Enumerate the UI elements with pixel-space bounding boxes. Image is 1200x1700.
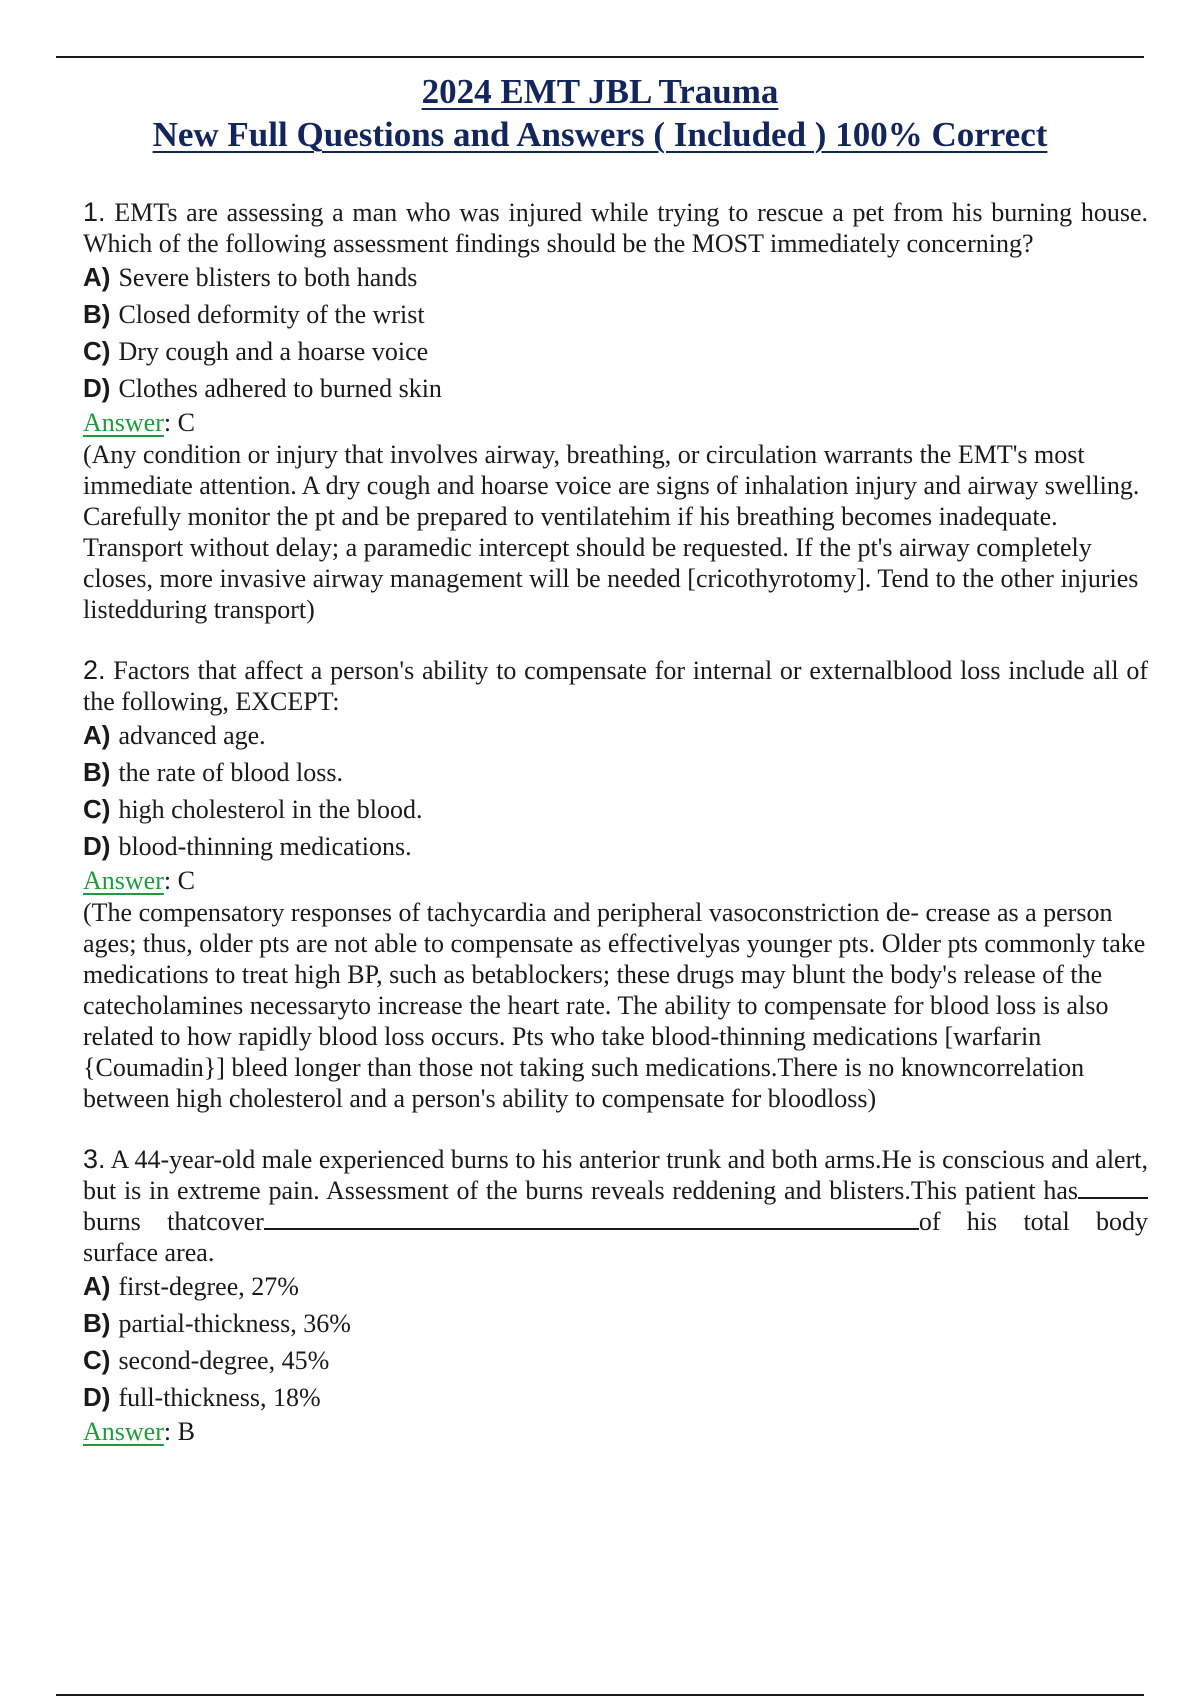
option-a <box>83 1268 1148 1305</box>
option-a <box>83 717 1148 754</box>
question-number: 2. <box>83 655 106 685</box>
question-number: 1. <box>83 197 106 227</box>
title-line-2: New Full Questions and Answers ( Included ) 100% Correct <box>152 115 1048 154</box>
explanation: (The compensatory responses of tachycardia and peripheral vasoconstriction de- crease as a person ages; thus, older pts are not able to compensate as effectivelyas younger pts. Older pts commonly take medications to treat high BP, such as betablockers; these drugs may blunt the body's release of the catecholamines necessaryto increase the heart rate. The ability to compensate for blood loss is also related to how rapidly blood loss occurs. Pts who take blood-thinning medications [warfarin {Coumadin}] bleed longer than those not taking such medications.There is no knowncorrelation between high cholesterol and a person's ability to compensate for bloodloss) <box>83 898 1146 1113</box>
option-letter: C) <box>83 336 111 366</box>
answer-label: Answer <box>83 408 164 437</box>
question-stem-part-2: burns thatcover <box>83 1207 264 1236</box>
option-text: high cholesterol in the blood. <box>118 795 423 824</box>
option-c <box>83 333 1148 370</box>
question-1-text <box>83 197 1148 259</box>
option-text: first-degree, 27% <box>118 1272 299 1301</box>
question-stem-part-1: A 44-year-old male experienced burns to his anterior trunk and both arms.He is conscious and alert, but is in extreme pain. Assessment of the burns reveals reddening and blisters.This patient has <box>83 1145 1148 1205</box>
answer-line <box>83 1416 1148 1448</box>
title-line-1: 2024 EMT JBL Trauma <box>421 72 779 111</box>
option-text: blood-thinning medications. <box>118 832 412 861</box>
option-letter: A) <box>83 262 111 292</box>
option-text: the rate of blood loss. <box>118 758 344 787</box>
option-letter: B) <box>83 299 111 329</box>
question-stem: EMTs are assessing a man who was injured while trying to rescue a pet from his burning house. Which of the following assessment findings should be the MOST immediately concerning? <box>83 198 1148 258</box>
option-letter: D) <box>83 831 111 861</box>
document-title <box>0 70 1200 156</box>
explanation: (Any condition or injury that involves airway, breathing, or circulation warrants the EMT's most immediate attention. A dry cough and hoarse voice are signs of inhalation injury and airway swelling. Carefully monitor the pt and be prepared to ventilatehim if his breathing becomes inadequate. Transport without delay; a paramedic intercept should be requested. If the pt's airway completely closes, more invasive airway management will be needed [cricothyrotomy]. Tend to the other injuries listedduring transport) <box>83 440 1140 624</box>
top-rule <box>56 56 1144 58</box>
question-1 <box>83 197 1148 625</box>
option-b <box>83 1305 1148 1342</box>
question-number: 3. <box>83 1144 106 1174</box>
question-3-text <box>83 1144 1148 1268</box>
bottom-rule <box>56 1694 1144 1696</box>
option-c <box>83 791 1148 828</box>
answer-label: Answer <box>83 866 164 895</box>
answer-line <box>83 407 1148 439</box>
answer-value: : B <box>163 1417 195 1446</box>
option-letter: A) <box>83 1271 111 1301</box>
answer-value: : C <box>163 408 195 437</box>
answer-line <box>83 865 1148 897</box>
option-text: Closed deformity of the wrist <box>118 300 425 329</box>
option-letter: C) <box>83 1345 111 1375</box>
option-b <box>83 296 1148 333</box>
question-stem: Factors that affect a person's ability to compensate for internal or externalblood loss include all of the following, EXCEPT: <box>83 656 1148 716</box>
option-a <box>83 259 1148 296</box>
answer-value: : C <box>163 866 195 895</box>
option-letter: D) <box>83 1382 111 1412</box>
option-text: Clothes adhered to burned skin <box>118 374 442 403</box>
answer-label: Answer <box>83 1417 164 1446</box>
fill-in-blank-2 <box>264 1206 919 1230</box>
option-text: Dry cough and a hoarse voice <box>118 337 429 366</box>
option-letter: C) <box>83 794 111 824</box>
option-c <box>83 1342 1148 1379</box>
fill-in-blank-1 <box>1078 1175 1148 1199</box>
option-text: partial-thickness, 36% <box>118 1309 351 1338</box>
option-letter: A) <box>83 720 111 750</box>
option-b <box>83 754 1148 791</box>
option-text: advanced age. <box>118 721 266 750</box>
question-2-text <box>83 655 1148 717</box>
question-2 <box>83 655 1148 1114</box>
question-stem-part-3: of his total body surface area. <box>83 1207 1148 1267</box>
option-d <box>83 1379 1148 1416</box>
option-letter: B) <box>83 757 111 787</box>
option-d <box>83 828 1148 865</box>
option-text: Severe blisters to both hands <box>118 263 418 292</box>
question-list <box>83 197 1148 1478</box>
question-3 <box>83 1144 1148 1448</box>
option-letter: D) <box>83 373 111 403</box>
option-letter: B) <box>83 1308 111 1338</box>
option-text: second-degree, 45% <box>118 1346 330 1375</box>
option-d <box>83 370 1148 407</box>
option-text: full-thickness, 18% <box>118 1383 321 1412</box>
